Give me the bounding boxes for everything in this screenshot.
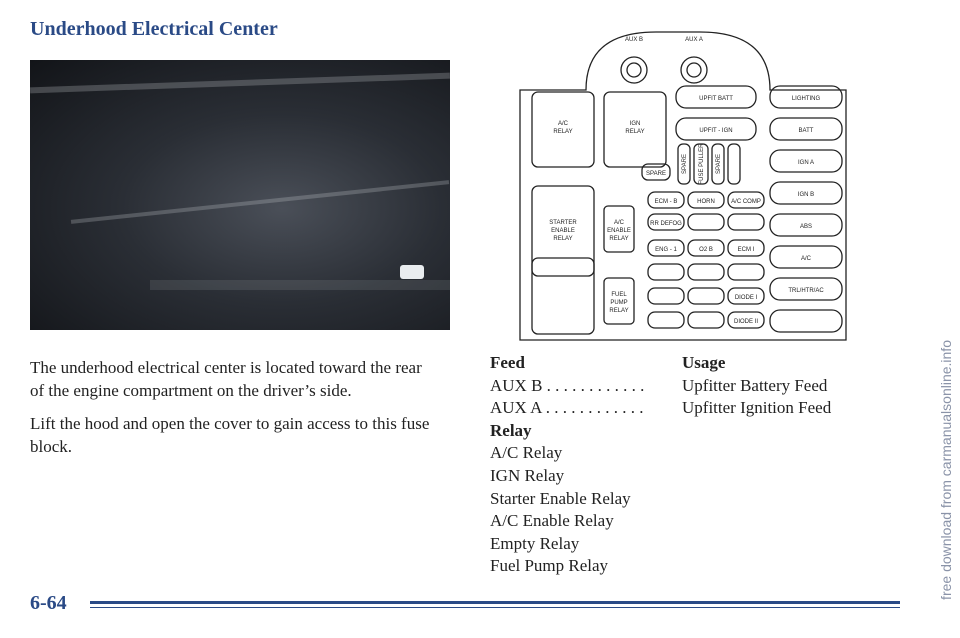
svg-text:A/C COMP: A/C COMP bbox=[731, 199, 761, 205]
page-number: 6-64 bbox=[30, 592, 67, 614]
spare-3 bbox=[728, 144, 740, 184]
table-row: AUX A . . . . . . . . . . . . Upfitter Ignition Feed bbox=[490, 398, 832, 418]
list-item: Fuel Pump Relay bbox=[490, 556, 609, 576]
svg-text:ECM I: ECM I bbox=[737, 247, 755, 253]
svg-text:DIODE I: DIODE I bbox=[734, 295, 758, 301]
svg-text:UPFIT - IGN: UPFIT - IGN bbox=[699, 128, 733, 134]
paragraph-location: The underhood electrical center is located toward the rear of the engine compartment on the driver’s side. bbox=[30, 358, 422, 400]
svg-text:ECM - B: ECM - B bbox=[654, 199, 678, 205]
footer-rule bbox=[90, 601, 900, 604]
watermark: free download from carmanualsonline.info bbox=[938, 340, 954, 600]
engine-compartment-photo bbox=[30, 60, 450, 330]
svg-text:A/C: A/C bbox=[800, 256, 812, 262]
svg-text:ENABLE: ENABLE bbox=[607, 228, 631, 234]
svg-text:BATT: BATT bbox=[798, 128, 814, 134]
svg-text:RR DEFOG: RR DEFOG bbox=[650, 221, 682, 227]
svg-text:UPFIT BATT: UPFIT BATT bbox=[699, 96, 733, 102]
label-aux-a: AUX A bbox=[685, 37, 703, 43]
svg-text:RELAY: RELAY bbox=[609, 308, 629, 314]
page-title: Underhood Electrical Center bbox=[30, 18, 278, 40]
svg-text:RELAY: RELAY bbox=[609, 236, 629, 242]
svg-text:STARTER: STARTER bbox=[549, 220, 577, 226]
svg-text:RELAY: RELAY bbox=[625, 129, 645, 135]
fuse-usage-table bbox=[490, 352, 831, 578]
svg-text:HORN: HORN bbox=[697, 199, 715, 205]
svg-text:IGN: IGN bbox=[629, 121, 641, 127]
label-aux-b: AUX B bbox=[624, 37, 644, 43]
svg-text:IGN B: IGN B bbox=[797, 192, 815, 198]
usage-header: Usage bbox=[682, 353, 726, 372]
paragraph-access: Lift the hood and open the cover to gain access to this fuse block. bbox=[30, 414, 430, 456]
list-item: Starter Enable Relay bbox=[490, 488, 631, 508]
svg-text:ENG - 1: ENG - 1 bbox=[655, 247, 677, 253]
relay-empty bbox=[532, 258, 594, 334]
table-row: AUX B . . . . . . . . . . . . Upfitter Battery Feed bbox=[490, 375, 828, 395]
feed-header: Feed bbox=[490, 353, 525, 372]
list-item: A/C Relay bbox=[490, 443, 563, 463]
svg-text:TRL/HTR/AC: TRL/HTR/AC bbox=[788, 288, 824, 294]
fuse-block-diagram bbox=[508, 28, 858, 346]
svg-text:ENABLE: ENABLE bbox=[551, 228, 575, 234]
svg-text:A/C: A/C bbox=[557, 121, 569, 127]
list-item: A/C Enable Relay bbox=[490, 511, 614, 531]
svg-text:RELAY: RELAY bbox=[553, 236, 573, 242]
svg-text:SPARE: SPARE bbox=[716, 154, 722, 174]
svg-text:FUEL: FUEL bbox=[611, 292, 627, 298]
footer-rule-thin bbox=[90, 607, 900, 608]
svg-text:LIGHTING: LIGHTING bbox=[791, 96, 821, 102]
list-item: IGN Relay bbox=[490, 465, 565, 485]
svg-text:RELAY: RELAY bbox=[553, 129, 573, 135]
relay-header: Relay bbox=[490, 420, 532, 440]
svg-text:PUMP: PUMP bbox=[610, 300, 628, 306]
svg-text:ABS: ABS bbox=[799, 224, 813, 230]
aux-a-stud bbox=[681, 57, 707, 83]
fuse-empty bbox=[770, 310, 842, 332]
svg-text:IGN A: IGN A bbox=[797, 160, 815, 166]
svg-text:SPARE: SPARE bbox=[646, 171, 666, 177]
body-text bbox=[30, 356, 430, 468]
svg-text:O2 B: O2 B bbox=[699, 247, 713, 253]
svg-text:SPARE: SPARE bbox=[682, 154, 688, 174]
list-item: Empty Relay bbox=[490, 533, 580, 553]
svg-text:FUSE PULLER: FUSE PULLER bbox=[699, 143, 705, 185]
svg-text:DIODE II: DIODE II bbox=[733, 319, 759, 325]
aux-b-stud bbox=[621, 57, 647, 83]
svg-text:A/C: A/C bbox=[613, 220, 625, 226]
